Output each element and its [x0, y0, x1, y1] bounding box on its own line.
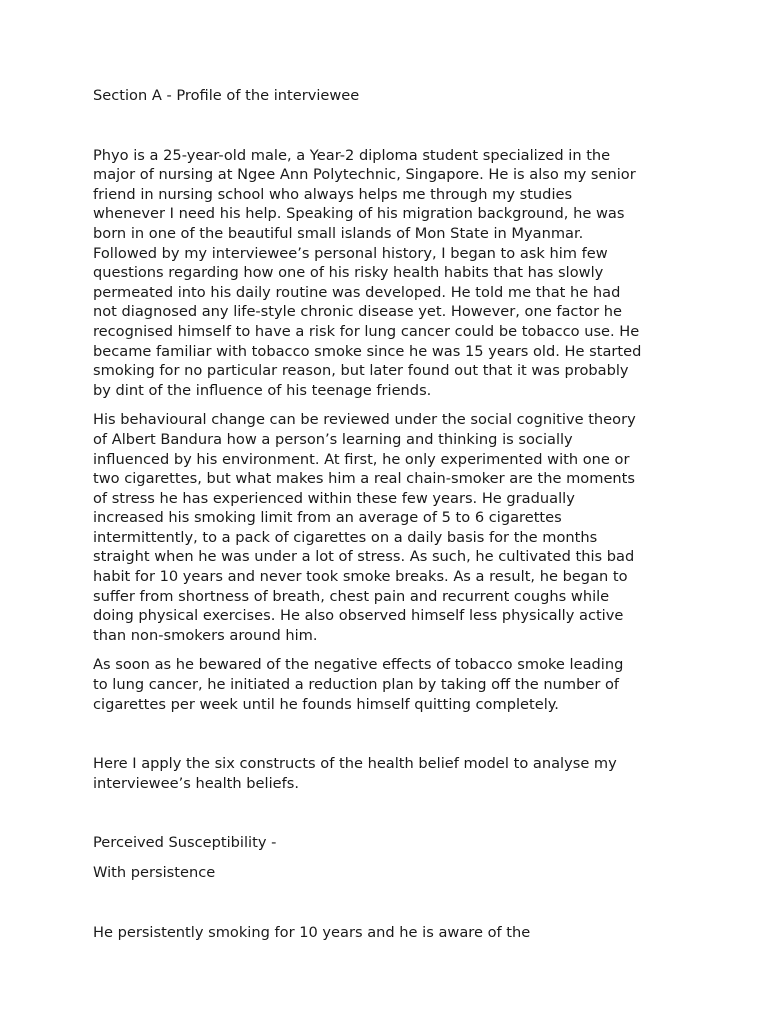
text-line: became familiar with tobacco smoke since he was 15 years old. He started	[93, 342, 642, 360]
text-line: interviewee’s health beliefs.	[93, 774, 299, 792]
text-line: suffer from shortness of breath, chest pain and recurrent coughs while	[93, 587, 610, 605]
text-line: of stress he has experienced within these few years. He gradually	[93, 489, 575, 507]
text-line: to lung cancer, he initiated a reduction plan by taking off the number of	[93, 676, 620, 694]
text-line: major of nursing at Ngee Ann Polytechnic, Singapore. He is also my senior	[93, 166, 636, 184]
text-line: Phyo is a 25-year-old male, a Year-2 diploma student specialized in the	[93, 146, 611, 164]
text-line: whenever I need his help. Speaking of his migration background, he was	[93, 205, 625, 223]
subheading-note: With persistence	[93, 864, 216, 881]
text-line: intermittently, to a pack of cigarettes on a daily basis for the months	[93, 528, 598, 546]
text-line: questions regarding how one of his risky health habits that has slowly	[93, 264, 604, 282]
susceptibility-paragraph	[93, 923, 683, 943]
text-line: friend in nursing school who always helps me through my studies	[93, 185, 573, 203]
behaviour-paragraph	[93, 410, 683, 645]
reduction-paragraph	[93, 655, 683, 714]
text-line: cigarettes per week until he founds himself quitting completely.	[93, 695, 559, 713]
text-line: His behavioural change can be reviewed under the social cognitive theory	[93, 411, 636, 429]
model-intro-paragraph	[93, 754, 683, 793]
text-line: smoking for no particular reason, but later found out that it was probably	[93, 362, 629, 380]
text-line: permeated into his daily routine was developed. He told me that he had	[93, 283, 621, 301]
text-line: born in one of the beautiful small islands of Mon State in Myanmar.	[93, 224, 584, 242]
text-line: Followed by my interviewee’s personal history, I began to ask him few	[93, 244, 608, 262]
profile-paragraph	[93, 146, 683, 401]
text-line: straight when he was under a lot of stress. As such, he cultivated this bad	[93, 548, 635, 566]
text-line: by dint of the influence of his teenage friends.	[93, 381, 432, 399]
text-line: increased his smoking limit from an average of 5 to 6 cigarettes	[93, 509, 562, 527]
text-line: of Albert Bandura how a person’s learning and thinking is socially	[93, 430, 573, 448]
text-line: He persistently smoking for 10 years and he is aware of the	[93, 923, 531, 941]
text-line: influenced by his environment. At first, he only experimented with one or	[93, 450, 630, 468]
text-line: doing physical exercises. He also observed himself less physically active	[93, 607, 624, 625]
text-line: not diagnosed any life-style chronic disease yet. However, one factor he	[93, 303, 622, 321]
document-page	[93, 86, 683, 942]
text-line: than non-smokers around him.	[93, 626, 318, 644]
text-line: recognised himself to have a risk for lung cancer could be tobacco use. He	[93, 322, 640, 340]
text-line: habit for 10 years and never took smoke breaks. As a result, he began to	[93, 568, 628, 586]
section-heading: Section A - Profile of the interviewee	[93, 87, 360, 104]
text-line: Here I apply the six constructs of the health belief model to analyse my	[93, 755, 617, 773]
subheading-perceived-susceptibility: Perceived Susceptibility -	[93, 834, 277, 852]
text-line: two cigarettes, but what makes him a real chain-smoker are the moments	[93, 470, 636, 488]
text-line: As soon as he bewared of the negative effects of tobacco smoke leading	[93, 656, 624, 674]
